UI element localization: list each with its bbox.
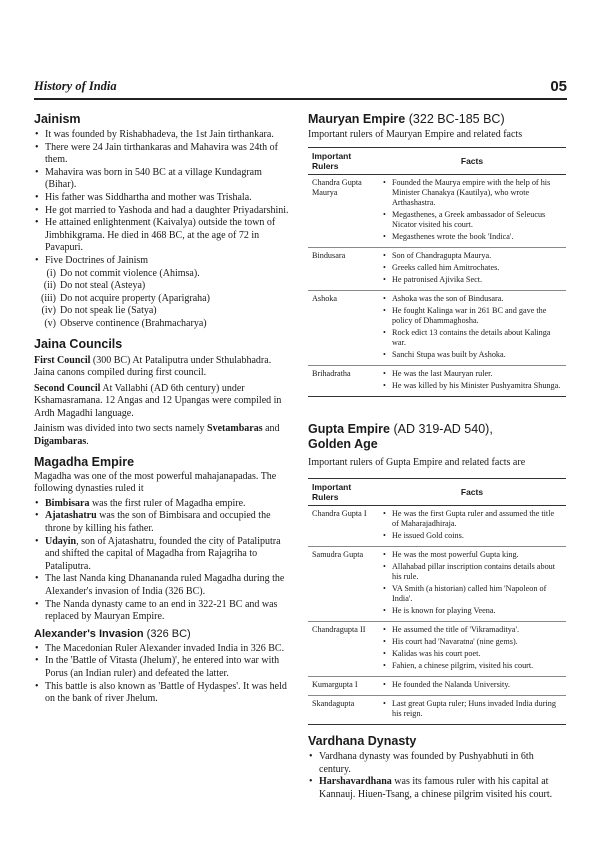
- fact-item: • He was the most powerful Gupta king.: [382, 550, 562, 560]
- jainism-heading: Jainism: [34, 112, 81, 126]
- facts-cell: [378, 174, 566, 247]
- table-row: [308, 547, 566, 622]
- ruler-cell: Samudra Gupta: [308, 547, 378, 622]
- ruler-cell: Chandra Gupta I: [308, 506, 378, 547]
- list-item: • It was founded by Rishabhadeva, the 1st Jain tirthankara.: [34, 129, 294, 142]
- list-item: • He attained enlightenment (Kaivalya) outside the town of Jimbhikgrama. He died in 468 BC, at the age of 72 in Pavapuri.: [34, 217, 294, 255]
- gupta-table: [308, 478, 566, 725]
- ruler-cell: Skandagupta: [308, 696, 378, 725]
- fact-item: • Megasthenes wrote the book 'Indica'.: [382, 232, 562, 242]
- header-rule: [34, 98, 567, 100]
- alexander-heading: Alexander's Invasion (326 BC): [34, 627, 191, 640]
- facts-cell: [378, 506, 566, 547]
- councils-section: [34, 337, 294, 449]
- sect-digambaras: Digambaras: [34, 436, 87, 448]
- ruler-cell: Chandragupta II: [308, 622, 378, 677]
- table-row: [308, 677, 566, 696]
- list-item: • Mahavira was born in 540 BC at a village Kundagram (Bihar).: [34, 167, 294, 192]
- facts-cell: [378, 622, 566, 677]
- fact-item: • He assumed the title of 'Vikramaditya'.: [382, 625, 562, 635]
- column-header-facts: Facts: [378, 479, 566, 506]
- vardhana-list: [308, 751, 566, 801]
- fact-item: • He was killed by his Minister Pushyamitra Shunga.: [382, 381, 562, 391]
- fact-item: • Rock edict 13 contains the details about Kalinga war.: [382, 328, 562, 348]
- magadha-intro: Magadha was one of the most powerful mahajanapadas. The following dynasties ruled it: [34, 470, 277, 495]
- ruler-cell: Brihadratha: [308, 365, 378, 396]
- magadha-heading: Magadha Empire: [34, 454, 135, 469]
- table-row: [308, 622, 566, 677]
- list-item: • In the 'Battle of Vitasta (Jhelum)', he entered into war with Porus (an Indian ruler) and defeated the latter.: [34, 655, 294, 680]
- fact-item: • Ashoka was the son of Bindusara.: [382, 294, 562, 304]
- list-item: • Vardhana dynasty was founded by Pushyabhuti in 6th century.: [308, 751, 566, 776]
- doctrine-item: (ii) Do not steal (Asteya): [43, 280, 146, 292]
- facts-cell: [378, 365, 566, 396]
- facts-cell: [378, 290, 566, 365]
- facts-cell: [378, 247, 566, 290]
- fact-item: • Son of Chandragupta Maurya.: [382, 251, 562, 261]
- mauryan-heading: Mauryan Empire (322 BC-185 BC): [308, 112, 505, 126]
- column-header-rulers: Important Rulers: [308, 479, 378, 506]
- list-item: • There were 24 Jain tirthankaras and Mahavira was 24th of them.: [34, 142, 294, 167]
- jainism-list: [34, 129, 294, 268]
- column-header-rulers: Important Rulers: [308, 147, 378, 174]
- table-row: [308, 365, 566, 396]
- fact-item: • Fahien, a chinese pilgrim, visited his court.: [382, 661, 562, 671]
- fact-item: • Kalidas was his court poet.: [382, 649, 562, 659]
- list-item: • Bimbisara was the first ruler of Magadha empire.: [34, 498, 294, 511]
- facts-cell: [378, 696, 566, 725]
- ruler-cell: Bindusara: [308, 247, 378, 290]
- list-item: • Ajatashatru was the son of Bimbisara and occupied the throne by killing his father.: [34, 510, 294, 535]
- list-item: • He got married to Yashoda and had a daughter Priyadarshini.: [34, 205, 294, 218]
- doctrine-item: (iv) Do not speak lie (Satya): [41, 305, 157, 317]
- fact-item: • He issued Gold coins.: [382, 531, 562, 541]
- vardhana-section: [308, 734, 566, 801]
- fact-item: • He was the first Gupta ruler and assumed the title of Maharajadhiraja.: [382, 509, 562, 529]
- gupta-heading: Gupta Empire (AD 319-AD 540), Golden Age: [308, 421, 493, 451]
- facts-cell: [378, 677, 566, 696]
- list-item: • Harshavardhana was its famous ruler with his capital at Kannauj. Hiuen-Tsang, a chinese pilgrim visited his court.: [308, 776, 566, 801]
- sects-text: Jainism was divided into two sects namely Svetambaras and Digambaras.: [34, 423, 280, 448]
- second-council-text: Second Council At Vallabhi (AD 6th century) under Kshamasramana. 12 Angas and 12 Upangas were compiled in Ardh Magadhi language.: [34, 382, 282, 419]
- column-header-facts: Facts: [378, 147, 566, 174]
- doctrine-item: (i) Do not commit violence (Ahimsa).: [46, 267, 200, 279]
- ruler-cell: Kumargupta I: [308, 677, 378, 696]
- fact-item: • Allahabad pillar inscription contains details about his rule.: [382, 562, 562, 582]
- left-column: [34, 112, 294, 706]
- table-row: [308, 174, 566, 247]
- list-item: • Five Doctrines of Jainism: [34, 255, 294, 268]
- doctrine-item: (iii) Do not acquire property (Aparigraha): [41, 292, 210, 304]
- second-council-label: Second Council: [34, 382, 101, 394]
- fact-item: • He patronised Ajivika Sect.: [382, 275, 562, 285]
- jainism-section: [34, 112, 294, 331]
- ruler-cell: Chandra Gupta Maurya: [308, 174, 378, 247]
- alexander-list: [34, 643, 294, 706]
- fact-item: • Founded the Maurya empire with the help of his Minister Chanakya (Kautilya), who wrote Arthashastra.: [382, 178, 562, 208]
- page-number: 05: [550, 78, 567, 95]
- doctrines-list: [34, 268, 294, 331]
- list-item: • This battle is also known as 'Battle of Hydaspes'. It was held on the bank of river Jhelum.: [34, 681, 294, 706]
- list-item: • The Nanda dynasty came to an end in 322-21 BC and was replaced by Mauryan Empire.: [34, 599, 294, 624]
- ruler-cell: Ashoka: [308, 290, 378, 365]
- fact-item: • He founded the Nalanda University.: [382, 680, 562, 690]
- vardhana-heading: Vardhana Dynasty: [308, 734, 417, 749]
- magadha-section: [34, 455, 294, 624]
- magadha-list: [34, 498, 294, 624]
- mauryan-table: [308, 147, 566, 397]
- fact-item: • VA Smith (a historian) called him 'Napoleon of India'.: [382, 584, 562, 604]
- fact-item: • He is known for playing Veena.: [382, 606, 562, 616]
- fact-item: • His court had 'Navaratna' (nine gems).: [382, 637, 562, 647]
- page-header: [34, 76, 567, 96]
- gupta-intro: Important rulers of Gupta Empire and related facts are: [308, 456, 526, 468]
- first-council-label: First Council: [34, 354, 91, 366]
- councils-heading: Jaina Councils: [34, 336, 123, 351]
- book-title: History of India: [34, 79, 117, 93]
- sect-svetambaras: Svetambaras: [207, 423, 263, 435]
- fact-item: • Greeks called him Amitrochates.: [382, 263, 562, 273]
- list-item: • The Macedonian Ruler Alexander invaded India in 326 BC.: [34, 643, 294, 656]
- table-row: [308, 506, 566, 547]
- right-column: [308, 112, 566, 802]
- mauryan-section: [308, 112, 566, 397]
- table-row: [308, 247, 566, 290]
- fact-item: • He fought Kalinga war in 261 BC and gave the policy of Dhammaghosha.: [382, 306, 562, 326]
- list-item: • Udayin, son of Ajatashatru, founded the city of Pataliputra and shifted the capital of Magadha from Rajagriha to Pataliputra.: [34, 536, 294, 574]
- table-row: [308, 290, 566, 365]
- alexander-section: [34, 627, 294, 706]
- list-item: • The last Nanda king Dhanananda ruled Magadha during the Alexander's invasion of India (326 BC).: [34, 573, 294, 598]
- first-council-text: First Council (300 BC) At Pataliputra under Sthulabhadra. Jaina canons compiled during first council.: [34, 354, 272, 379]
- fact-item: • Megasthenes, a Greek ambassador of Seleucus Nicator visited his court.: [382, 210, 562, 230]
- doctrine-item: (v) Observe continence (Brahmacharya): [44, 317, 207, 329]
- mauryan-intro: Important rulers of Mauryan Empire and related facts: [308, 129, 523, 140]
- list-item: • His father was Siddhartha and mother was Trishala.: [34, 192, 294, 205]
- gupta-section: [308, 422, 566, 726]
- fact-item: • Sanchi Stupa was built by Ashoka.: [382, 350, 562, 360]
- facts-cell: [378, 547, 566, 622]
- fact-item: • He was the last Mauryan ruler.: [382, 369, 562, 379]
- fact-item: • Last great Gupta ruler; Huns invaded India during his reign.: [382, 699, 562, 719]
- table-row: [308, 696, 566, 725]
